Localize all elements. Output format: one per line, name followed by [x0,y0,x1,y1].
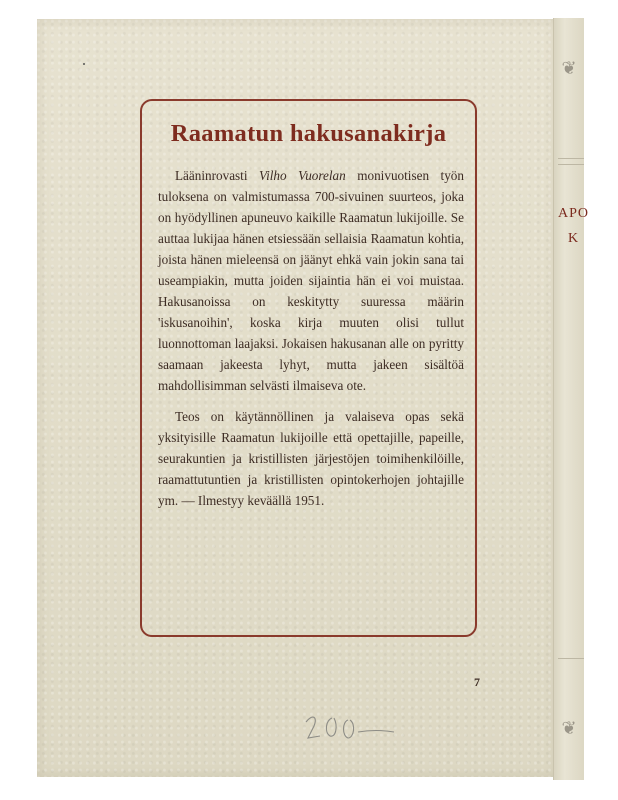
paragraph-1-lead: Lääninrovasti [175,168,260,183]
ad-body [158,165,464,511]
spine-rule [558,164,584,165]
spine-title-line2: K [568,231,580,246]
paragraph-1-text: monivuotisen työn tuloksena on valmistumassa 700-sivuinen suurteos, joka on hyödyllinen apuneuvo kaikille Raamatun lukijoille. Se auttaa lukijaa hänen etsiessään sellaisia Raamatun kohtia, joista hänen mieleensä on jäänyt ehkä vain jokin sana tai useampiakin, mutta joiden sijaintia hän ei voi muistaa. Hakusanoissa on keskitytty suuressa määrin 'iskusanoihin', koska kirja muuten olisi tullut luonnottoman laajaksi. Jokaisen hakusanan alle on pyritty saamaan jakeesta lyhyt, mutta jakeen sisältöä mahdollisimman selvästi ilmaiseva ote. [158,168,464,393]
spine-ornament-icon: ❦ [561,718,577,738]
page-number: 7 [474,675,480,689]
book-spine [553,18,590,780]
ad-title: Raamatun hakusanakirja [170,120,447,147]
speck [83,63,85,65]
author-name: Vilho Vuorelan [259,168,346,183]
spine-title-line1: APO [558,206,590,221]
spine-rule [558,158,584,159]
spine-rule [558,658,584,659]
pencil-scribble-icon [298,708,408,752]
spine-ornament-icon: ❦ [561,58,577,78]
paragraph-2: Teos on käytännöllinen ja valaiseva opas sekä yksityisille Raamatun lukijoille että opettajille, papeille, seurakuntien ja kristillisten järjestöjen toimihenkilöille, raamattutuntien ja kristillisten opintokerhojen johtajille ym. — Ilmestyy keväällä 1951. [158,409,464,508]
paragraph-1 [158,165,464,396]
